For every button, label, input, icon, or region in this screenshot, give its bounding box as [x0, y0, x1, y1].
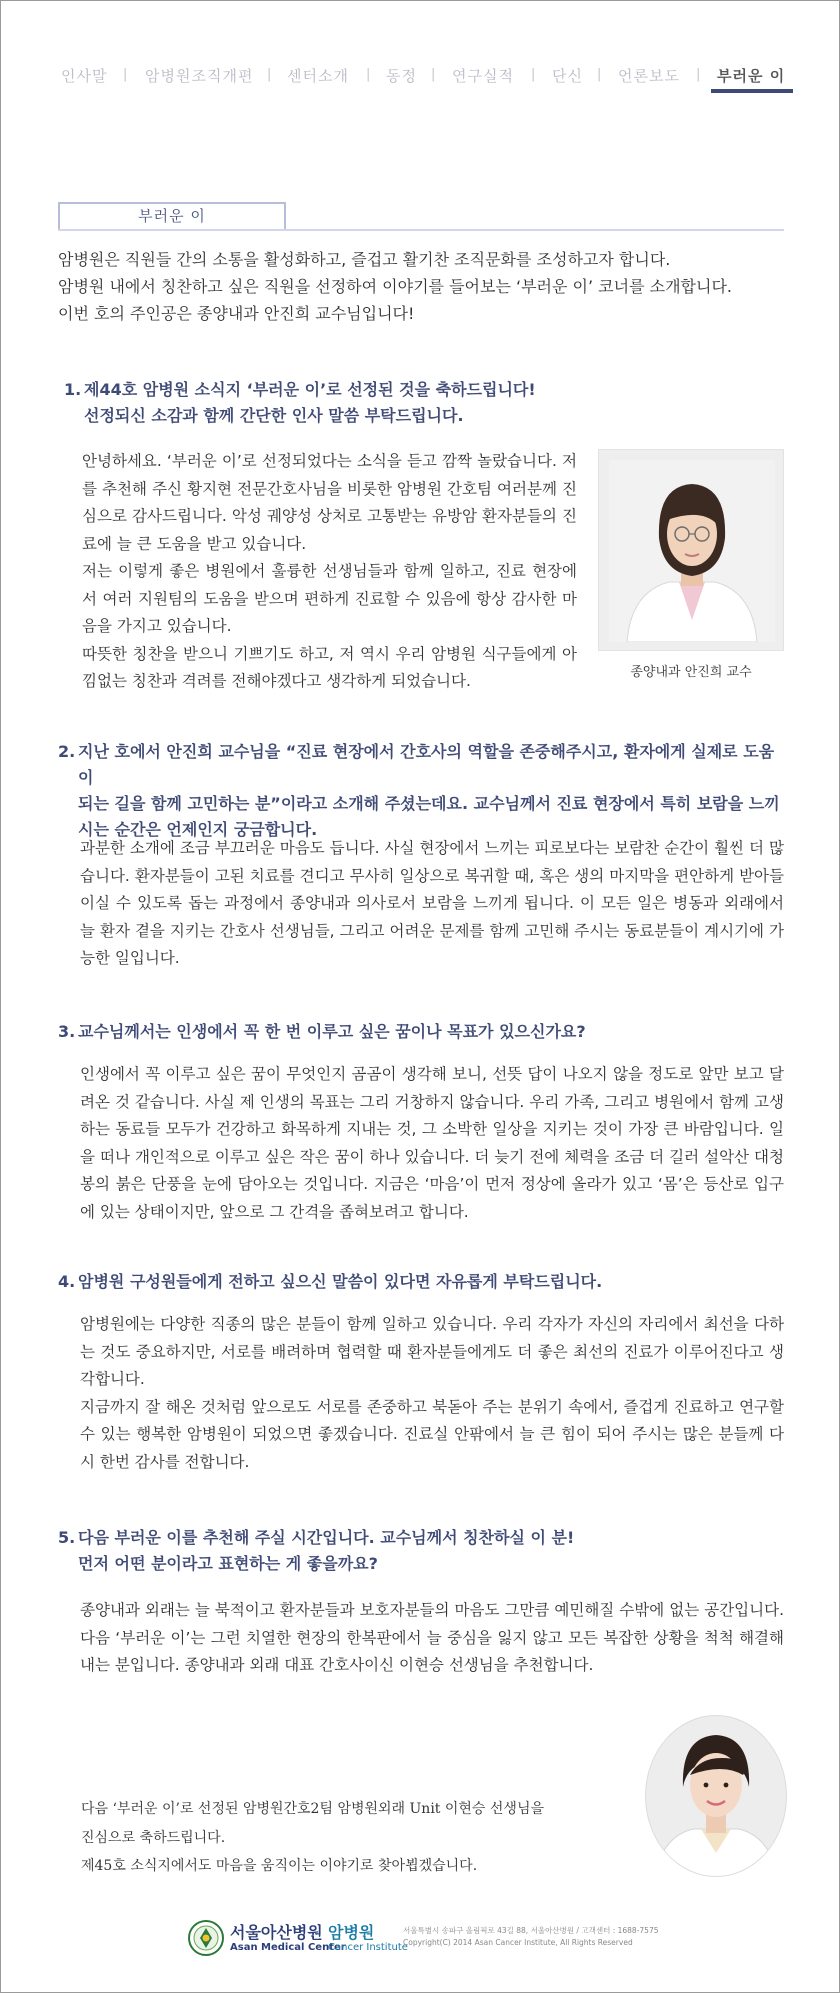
nurse-photo — [643, 1713, 789, 1879]
footer-brand-english: Asan Medical Center — [230, 1942, 346, 1953]
intro-line: 암병원은 직원들 간의 소통을 활성화하고, 즐겁고 활기찬 조직문화를 조성하고자 합니다. — [58, 250, 671, 269]
nav-item-envied-person[interactable]: 부러운 이 — [717, 67, 786, 85]
professor-photo-caption: 종양내과 안진희 교수 — [630, 665, 752, 680]
nav-active-underline — [711, 89, 793, 93]
nav-item-greeting[interactable]: 인사말 — [61, 67, 108, 85]
question-1 — [64, 377, 784, 429]
answer-paragraph: 저는 이렇게 좋은 병원에서 훌륭한 선생님들과 함께 일하고, 진료 현장에서 여러 지원팀의 도움을 받으며 편하게 진료할 수 있음에 항상 감사한 마음을 가지고 있습니다. — [82, 562, 577, 635]
answer-2 — [80, 835, 784, 973]
answer-paragraph: 암병원에는 다양한 직종의 많은 분들이 함께 일하고 있습니다. 우리 각자가 자신의 자리에서 최선을 다하는 것도 중요하지만, 서로를 배려하며 협력할 때 환자분들에게도 더 좋은 최선의 진료가 이루어진다고 생각합니다. — [80, 1315, 784, 1388]
question-line: 제44호 암병원 소식지 ‘부러운 이’로 선정된 것을 축하드립니다! — [84, 380, 536, 399]
question-line: 되는 길을 함께 고민하는 분”이라고 소개해 주셨는데요. 교수님께서 진료 현장에서 특히 보람을 느끼 — [78, 794, 780, 813]
question-number: 3. — [58, 1022, 76, 1041]
question-number: 2. — [58, 742, 76, 761]
answer-5 — [80, 1597, 784, 1680]
answer-paragraph: 따뜻한 칭찬을 받으니 기쁘기도 하고, 저 역시 우리 암병원 식구들에게 아낌없는 칭찬과 격려를 전해야겠다고 생각하게 되었습니다. — [82, 644, 577, 690]
footer-brand-cancer-institute-english: Cancer Institute — [328, 1942, 408, 1953]
answer-4 — [80, 1311, 784, 1476]
footer-brand-korean: 서울아산병원 — [230, 1923, 323, 1942]
nav-separator: | — [123, 67, 128, 82]
section-intro — [58, 246, 798, 327]
nav-item-reorganization[interactable]: 암병원조직개편 — [145, 67, 254, 85]
closing-message — [81, 1795, 544, 1881]
intro-line: 이번 호의 주인공은 종양내과 안진희 교수님입니다! — [58, 304, 415, 323]
question-line: 암병원 구성원들에게 전하고 싶으신 말씀이 있다면 자유롭게 부탁드립니다. — [78, 1272, 603, 1291]
nav-separator: | — [696, 67, 701, 82]
nav-item-briefs[interactable]: 단신 — [552, 67, 583, 85]
section-title: 부러운 이 — [58, 202, 286, 231]
question-number: 4. — [58, 1272, 76, 1291]
answer-3 — [80, 1061, 784, 1226]
section-divider — [58, 229, 784, 231]
footer-address: 서울특별시 송파구 올림픽로 43길 88, 서울아산병원 / 고객센터 : 1688-7575 — [403, 1926, 659, 1935]
question-2 — [58, 739, 788, 843]
nav-item-research[interactable]: 연구실적 — [452, 67, 514, 85]
asan-medical-center-logo-icon — [187, 1919, 225, 1957]
nav-item-news[interactable]: 동정 — [386, 67, 417, 85]
question-line: 교수님께서는 인생에서 꼭 한 번 이루고 싶은 꿈이나 목표가 있으신가요? — [78, 1022, 586, 1041]
footer-brand-cancer-institute: 암병원 — [328, 1923, 375, 1942]
answer-paragraph: 지금까지 잘 해온 것처럼 앞으로도 서로를 존중하고 북돋아 주는 분위기 속에서, 즐겁게 진료하고 연구할 수 있는 행복한 암병원이 되었으면 좋겠습니다. 진료실 안팎에서 늘 큰 힘이 되어 주시는 많은 분들께 다시 한번 감사를 전합니다. — [80, 1397, 784, 1471]
closing-line: 제45호 소식지에서도 마음을 움직이는 이야기로 찾아뵙겠습니다. — [81, 1858, 478, 1874]
question-line: 지난 호에서 안진희 교수님을 “진료 현장에서 간호사의 역할을 존중해주시고, 환자에게 실제로 도움이 — [78, 742, 775, 787]
footer-copyright: Copyright(C) 2014 Asan Cancer Institute, All Rights Reserved — [403, 1938, 633, 1947]
footer-info — [403, 1925, 659, 1949]
nav-separator: | — [267, 67, 272, 82]
answer-paragraph: 종양내과 외래는 늘 북적이고 환자분들과 보호자분들의 마음도 그만큼 예민해질 수밖에 없는 공간입니다. 다음 ‘부러운 이’는 그런 치열한 현장의 한복판에서 늘 중심을 잃지 않고 모든 복잡한 상황을 척척 해결해 내는 분입니다. 종양내과 외래 대표 간호사이신 이현승 선생님을 추천합니다. — [80, 1601, 784, 1674]
question-4 — [58, 1269, 788, 1295]
nav-item-center-intro[interactable]: 센터소개 — [287, 67, 349, 85]
nurse-portrait-illustration — [643, 1713, 789, 1879]
answer-paragraph: 안녕하세요. ‘부러운 이’로 선정되었다는 소식을 듣고 깜짝 놀랐습니다. 저를 추천해 주신 황지현 전문간호사님을 비롯한 암병원 간호팀 여러분께 진심으로 감사드립니다. 악성 궤양성 상처로 고통받는 유방암 환자분들의 진료에 늘 큰 도움을 받고 있습니다. — [82, 452, 577, 553]
nav-item-press[interactable]: 언론보도 — [618, 67, 680, 85]
nav-separator: | — [366, 67, 371, 82]
question-line: 먼저 어떤 분이라고 표현하는 게 좋을까요? — [78, 1554, 378, 1573]
answer-1 — [82, 448, 577, 696]
intro-line: 암병원 내에서 칭찬하고 싶은 직원을 선정하여 이야기를 들어보는 ‘부러운 이’ 코너를 소개합니다. — [58, 277, 732, 296]
question-line: 선정되신 소감과 함께 간단한 인사 말씀 부탁드립니다. — [84, 406, 464, 425]
question-number: 5. — [58, 1528, 76, 1547]
question-3 — [58, 1019, 788, 1045]
nav-separator: | — [531, 67, 536, 82]
question-number: 1. — [64, 380, 82, 399]
question-line: 시는 순간은 언제인지 궁금합니다. — [78, 820, 318, 839]
answer-paragraph: 인생에서 꼭 이루고 싶은 꿈이 무엇인지 곰곰이 생각해 보니, 선뜻 답이 나오지 않을 정도로 앞만 보고 달려온 것 같습니다. 사실 제 인생의 목표는 그리 거창하지 않습니다. 우리 가족, 그리고 병원에서 함께 고생하는 동료들 모두가 건강하고 화목하게 지내는 것, 그 소박한 일상을 지키는 것이 가장 큰 바람입니다. 일을 떠나 개인적으로 이루고 싶은 작은 꿈이 하나 있습니다. 더 늦기 전에 체력을 조금 더 길러 설악산 대청봉의 붉은 단풍을 눈에 담아오는 것입니다. 지금은 ‘마음’이 먼저 정상에 올라가 있고 ‘몸’은 등산로 입구에 있는 상태이지만, 앞으로 그 간격을 좁혀보려고 합니다. — [80, 1065, 784, 1221]
closing-line: 진심으로 축하드립니다. — [81, 1829, 226, 1846]
question-5 — [58, 1525, 788, 1577]
closing-line: 다음 ‘부러운 이’로 선정된 암병원간호2팀 암병원외래 Unit 이현승 선생님을 — [81, 1801, 544, 1817]
nav-separator: | — [431, 67, 436, 82]
question-line: 다음 부러운 이를 추천해 주실 시간입니다. 교수님께서 칭찬하실 이 분! — [78, 1528, 575, 1547]
answer-paragraph: 과분한 소개에 조금 부끄러운 마음도 듭니다. 사실 현장에서 느끼는 피로보다는 보람찬 순간이 훨씬 더 많습니다. 환자분들이 고된 치료를 견디고 무사히 일상으로 복귀할 때, 혹은 생의 마지막을 편안하게 받아들이실 수 있도록 돕는 과정에서 종양내과 의사로서 보람을 느끼게 됩니다. 이 모든 일은 병동과 외래에서 늘 환자 곁을 지키는 간호사 선생님들, 그리고 어려운 문제를 함께 고민해 주시는 동료분들이 계시기에 가능한 일입니다. — [80, 839, 784, 967]
nav-separator: | — [597, 67, 602, 82]
professor-photo — [598, 449, 784, 651]
professor-portrait-illustration — [609, 460, 775, 642]
